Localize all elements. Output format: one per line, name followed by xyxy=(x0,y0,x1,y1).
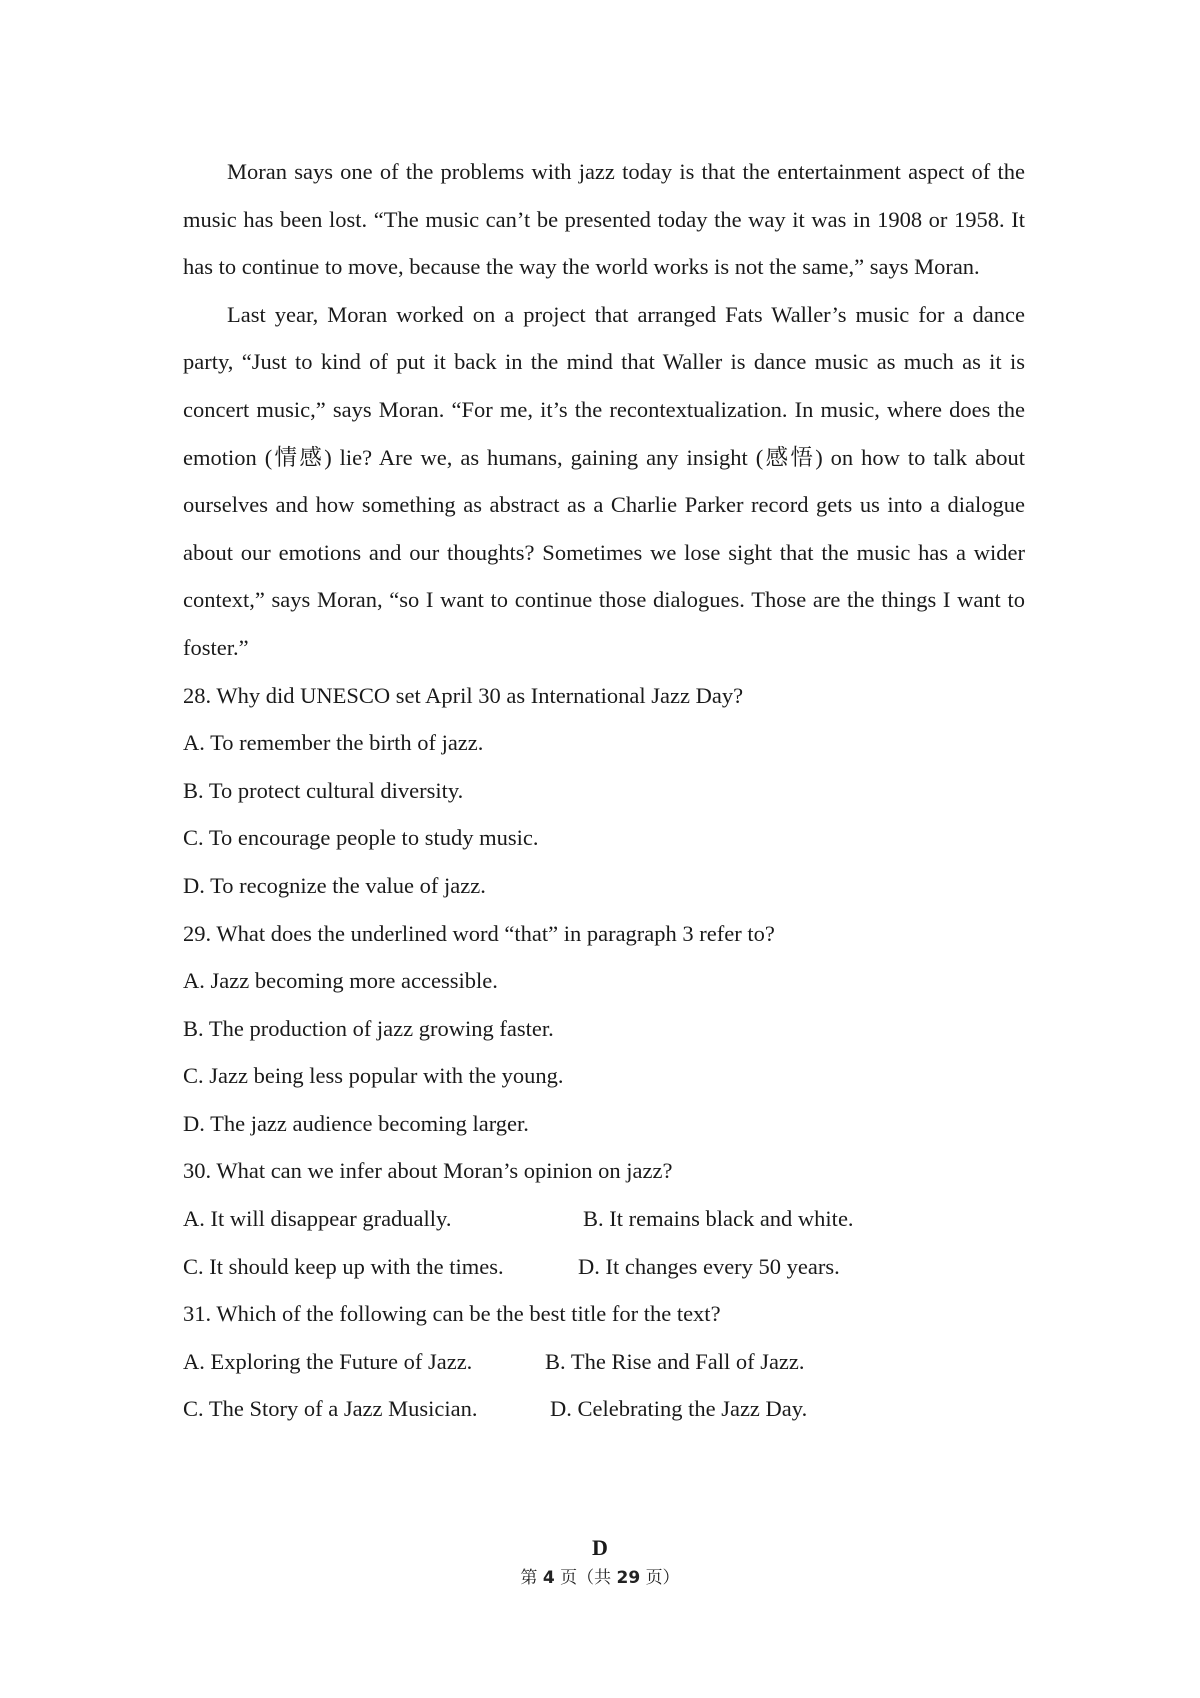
current-page: 4 xyxy=(542,1568,555,1588)
document-body xyxy=(183,148,1025,1433)
page-middle: 页（共 xyxy=(560,1568,612,1588)
page-suffix: 页） xyxy=(645,1568,680,1588)
option-row xyxy=(183,1338,1025,1386)
option-c: C. Jazz being less popular with the young. xyxy=(183,1063,564,1089)
option-d: D. The jazz audience becoming larger. xyxy=(183,1110,529,1136)
question-30 xyxy=(183,1147,1025,1290)
option-c: C. The Story of a Jazz Musician. xyxy=(183,1396,478,1422)
question-stem: 30. What can we infer about Moran’s opinion on jazz? xyxy=(183,1158,673,1184)
total-pages: 29 xyxy=(616,1568,641,1588)
option-a: A. Jazz becoming more accessible. xyxy=(183,968,498,994)
option-a: A. It will disappear gradually. xyxy=(183,1206,452,1232)
option-b: B. The production of jazz growing faster. xyxy=(183,1015,554,1041)
option-a: A. To remember the birth of jazz. xyxy=(183,730,484,756)
option-b: B. The Rise and Fall of Jazz. xyxy=(545,1348,805,1374)
question-stem: 29. What does the underlined word “that” in paragraph 3 refer to? xyxy=(183,920,775,946)
question-stem: 31. Which of the following can be the best title for the text? xyxy=(183,1301,721,1327)
option-row xyxy=(183,1385,1025,1433)
question-stem: 28. Why did UNESCO set April 30 as International Jazz Day? xyxy=(183,682,744,708)
option-c: C. To encourage people to study music. xyxy=(183,825,539,851)
question-31 xyxy=(183,1290,1025,1433)
question-29 xyxy=(183,910,1025,1148)
option-c: C. It should keep up with the times. xyxy=(183,1253,504,1279)
option-d: D. Celebrating the Jazz Day. xyxy=(550,1396,808,1422)
option-b: B. It remains black and white. xyxy=(583,1206,854,1232)
section-letter: D xyxy=(592,1535,608,1560)
page-prefix: 第 xyxy=(520,1568,538,1588)
option-d: D. To recognize the value of jazz. xyxy=(183,872,486,898)
paragraph: Moran says one of the problems with jazz today is that the entertainment aspect of the music has been lost. “The music can’t be presented today the way it was in 1908 or 1958. It has to continue to move, because the way the world works is not the same,” says Moran. xyxy=(183,159,1025,280)
option-row xyxy=(183,1243,1025,1291)
option-b: B. To protect cultural diversity. xyxy=(183,777,464,803)
option-d: D. It changes every 50 years. xyxy=(578,1253,840,1279)
option-a: A. Exploring the Future of Jazz. xyxy=(183,1348,473,1374)
paragraph: Last year, Moran worked on a project that arranged Fats Waller’s music for a dance party, “Just to kind of put it back in the mind that Waller is dance music as much as it is concert music,” says Moran. “For me, it’s the recontextualization. In music, where does the emotion (情感) lie? Are we, as humans, gaining any insight (感悟) on how to talk about ourselves and how something as abstract as a Charlie Parker record gets us into a dialogue about our emotions and our thoughts? Sometimes we lose sight that the music has a wider context,” says Moran, “so I want to continue those dialogues. Those are the things I want to foster.” xyxy=(183,301,1025,660)
page-number xyxy=(0,1563,1200,1588)
question-28 xyxy=(183,672,1025,910)
option-row xyxy=(183,1195,1025,1243)
